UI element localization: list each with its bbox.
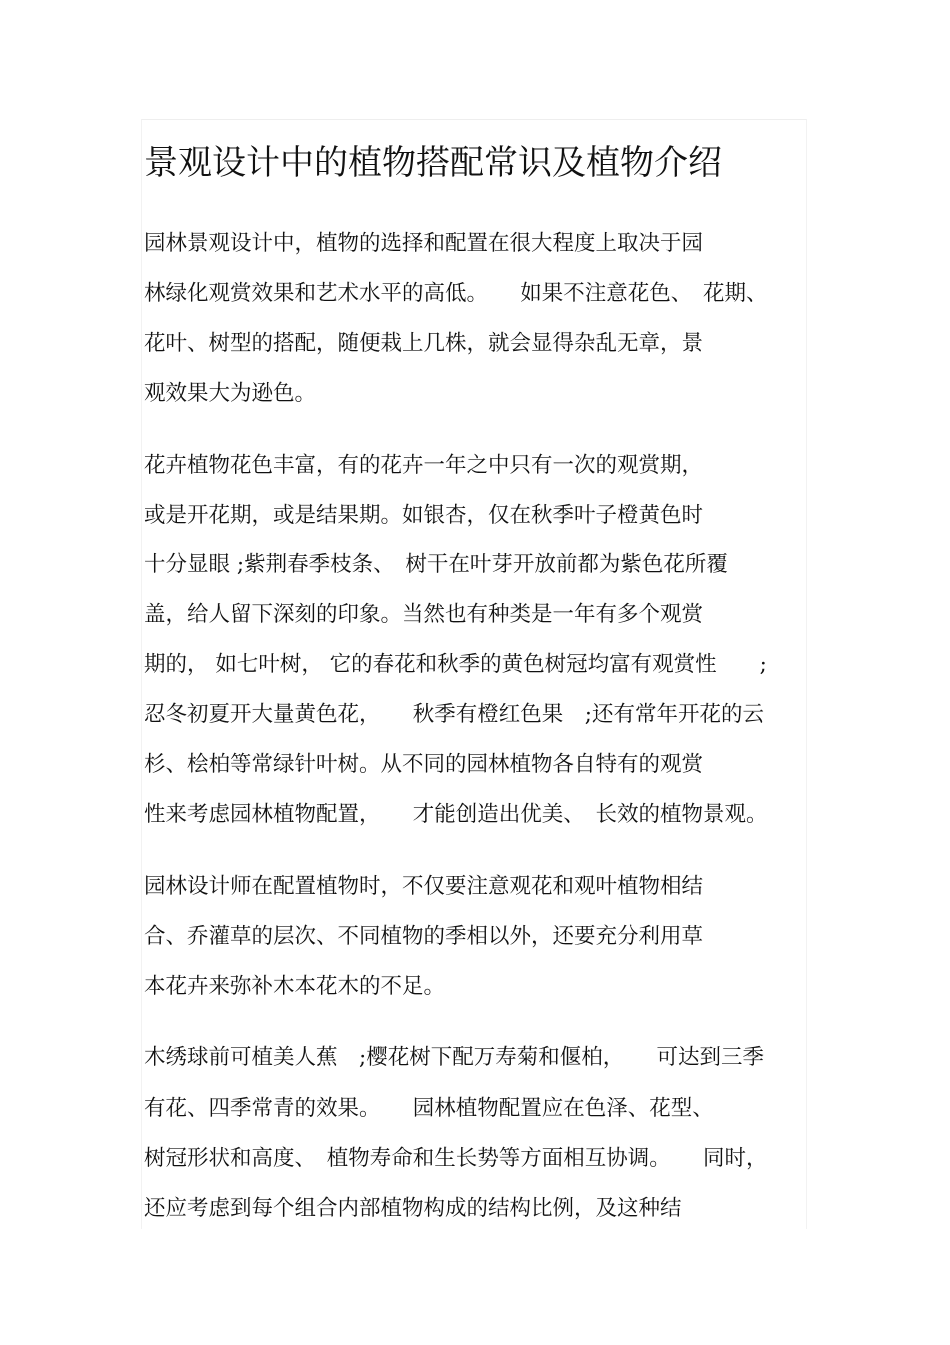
paragraph-2-line-2: 或是开花期，或是结果期。如银杏，仅在秋季叶子橙黄色时: [144, 503, 704, 528]
paragraph-4-line-3: 树冠形状和高度、 植物寿命和生长势等方面相互协调。 同时，: [144, 1146, 768, 1171]
paragraph-1-line-1: 园林景观设计中，植物的选择和配置在很大程度上取决于园: [144, 231, 704, 256]
paragraph-2-line-4: 盖，给人留下深刻的印象。当然也有种类是一年有多个观赏: [144, 602, 704, 627]
paragraph-2-line-5: 期的， 如七叶树， 它的春花和秋季的黄色树冠均富有观赏性 ;: [144, 652, 767, 677]
paragraph-4-line-1: 木绣球前可植美人蕉 ;樱花树下配万寿菊和偃柏， 可达到三季: [144, 1045, 764, 1070]
paragraph-3-line-2: 合、乔灌草的层次、不同植物的季相以外，还要充分利用草: [144, 924, 704, 949]
paragraph-1-line-3: 花叶、树型的搭配，随便栽上几株，就会显得杂乱无章，景: [144, 331, 704, 356]
paragraph-1-line-4: 观效果大为逊色。: [144, 381, 317, 406]
paragraph-4-line-2: 有花、四季常青的效果。 园林植物配置应在色泽、花型、: [144, 1096, 714, 1121]
paragraph-2-line-7: 杉、桧柏等常绿针叶树。从不同的园林植物各自特有的观赏: [144, 752, 704, 777]
paragraph-4-line-4: 还应考虑到每个组合内部植物构成的结构比例，及这种结: [144, 1196, 682, 1221]
document-title: 景观设计中的植物搭配常识及植物介绍: [144, 143, 722, 183]
paragraph-3-line-1: 园林设计师在配置植物时，不仅要注意观花和观叶植物相结: [144, 874, 704, 899]
paragraph-2-line-1: 花卉植物花色丰富，有的花卉一年之中只有一次的观赏期，: [144, 453, 704, 478]
paragraph-2-line-3: 十分显眼 ;紫荆春季枝条、 树干在叶芽开放前都为紫色花所覆: [144, 552, 728, 577]
paragraph-1-line-2: 林绿化观赏效果和艺术水平的高低。 如果不注意花色、 花期、: [144, 281, 768, 306]
paragraph-2-line-6: 忍冬初夏开大量黄色花， 秋季有橙红色果 ;还有常年开花的云: [144, 702, 764, 727]
paragraph-2-line-8: 性来考虑园林植物配置， 才能创造出优美、 长效的植物景观。: [144, 802, 768, 827]
paragraph-3-line-3: 本花卉来弥补木本花木的不足。: [144, 974, 446, 999]
